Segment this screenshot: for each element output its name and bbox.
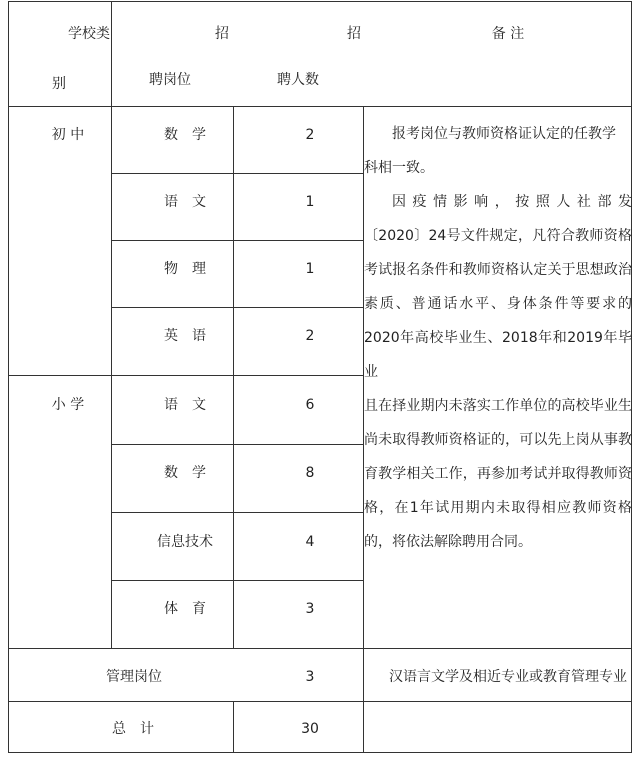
note-line: 格，在1年试用期内未取得相应教师资格 [364,500,632,516]
grid-line [8,375,363,376]
table-row-count: 3 [305,601,315,617]
header-school-type-cont: 别 [52,76,66,92]
note-line: 尚未取得教师资格证的，可以先上岗从事教 [364,432,632,448]
note-line: 〔2020〕24号文件规定，凡符合教师资格 [364,228,632,244]
table-row-count: 1 [305,194,315,210]
grid-line [233,701,234,753]
table-row-subject: 物 理 [164,261,206,277]
header-school-type: 学校类 [68,26,110,42]
table-row-count: 2 [305,328,315,344]
grid-line [8,701,632,702]
header-position: 聘岗位 [149,72,191,88]
table-row-subject: 体 育 [164,601,206,617]
note-line: 科相一致。 [364,160,434,176]
grid-line [111,307,363,308]
header-count: 聘人数 [277,72,319,88]
grid-line [111,173,363,174]
header-remarks: 备 注 [491,26,525,42]
note-line: 2020年高校毕业生、2018年和2019年毕业 [364,330,632,380]
note-line: 育教学相关工作，再参加考试并取得教师资 [364,466,632,482]
table-row-subject: 语 文 [164,397,206,413]
table-row-subject: 英 语 [164,328,206,344]
remarks-note [364,117,632,559]
table-row-subject: 数 学 [164,465,206,481]
table-row-subject: 语 文 [164,194,206,210]
grid-line [8,1,9,753]
grid-line [111,240,363,241]
grid-line [111,444,363,445]
header-zhao: 招 [215,26,229,42]
grid-line [8,648,632,649]
group-junior-label: 初 中 [51,127,85,143]
note-line: 因疫情影响，按照人社部发 [392,194,632,210]
grid-line [111,1,112,649]
table-row-count: 6 [305,397,315,413]
table-row-subject: 信息技术 [157,534,213,550]
group-primary-label: 小 学 [51,397,85,413]
table-row-count: 2 [305,127,315,143]
total-count: 30 [301,721,319,737]
note-line: 的，将依法解除聘用合同。 [364,534,532,550]
header-zhao: 招 [347,26,361,42]
grid-line [8,752,632,753]
total-label: 总 计 [112,721,154,737]
note-line: 考试报名条件和教师资格认定关于思想政治 [364,262,632,278]
management-count: 3 [305,669,315,685]
management-note: 汉语言文学及相近专业或教育管理专业 [389,669,627,685]
grid-line [8,106,632,107]
grid-line [233,106,234,649]
note-line: 报考岗位与教师资格证认定的任教学 [392,126,616,142]
table-row-count: 4 [305,534,315,550]
table-row-count: 8 [305,465,315,481]
note-line: 素质、普通话水平、身体条件等要求的 [364,296,632,312]
table-row-count: 1 [305,261,315,277]
grid-line [8,1,632,2]
table-row-subject: 数 学 [164,127,206,143]
grid-line [111,580,363,581]
note-line: 且在择业期内未落实工作单位的高校毕业生 [364,398,632,414]
grid-line [111,512,363,513]
management-label: 管理岗位 [106,669,162,685]
